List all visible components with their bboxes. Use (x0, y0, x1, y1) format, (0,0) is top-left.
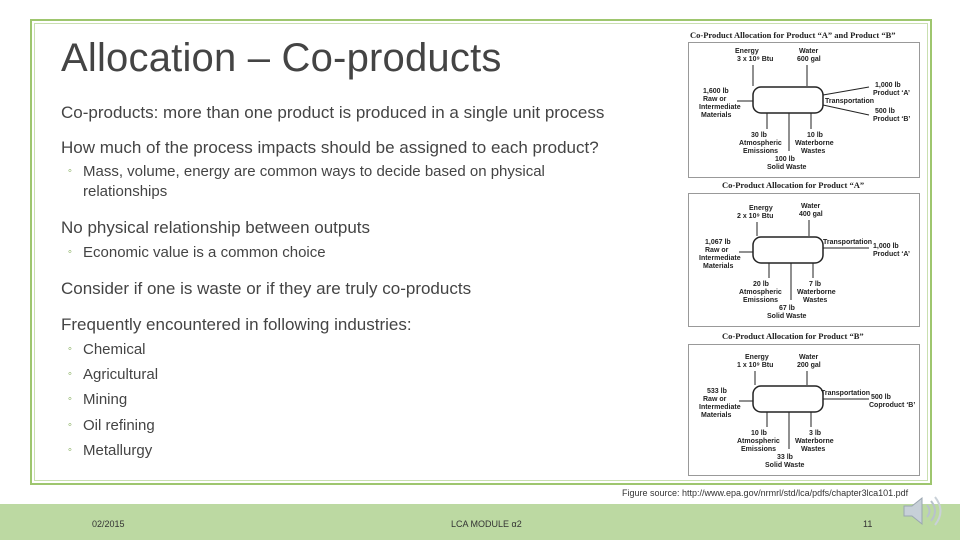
sub-bullet-text: Economic value is a common choice (83, 244, 326, 261)
audio-speaker-icon[interactable] (900, 494, 948, 528)
industry-item (68, 442, 152, 459)
output-line: 500 lb (871, 394, 891, 401)
raw-line: 533 lb (707, 388, 727, 395)
atm-line: Atmospheric (739, 140, 782, 147)
flow-diagram (689, 194, 919, 326)
footer-page-number: 11 (863, 519, 873, 529)
output-line: Product ‘B’ (873, 116, 911, 123)
footer-date: 02/2015 (92, 519, 125, 529)
bullet-marker: ◦ (68, 343, 72, 355)
solid-line: 67 lb (779, 305, 795, 312)
water-label: Water (799, 354, 819, 361)
energy-label: Energy (745, 354, 769, 361)
solid-line: Solid Waste (767, 313, 807, 320)
bullet-marker: ◦ (68, 246, 72, 258)
atm-line: 20 lb (753, 281, 769, 288)
industry-label: Chemical (83, 341, 146, 358)
transport-label: Transportation (825, 98, 875, 105)
raw-line: Intermediate (699, 104, 741, 111)
arrow-product-a (823, 87, 869, 95)
bullet-industries: Frequently encountered in following industries: (61, 315, 412, 334)
solid-line: Solid Waste (765, 462, 805, 469)
industry-item (68, 366, 158, 383)
bullet-marker: ◦ (68, 393, 72, 405)
footer-module: LCA MODULE α2 (451, 519, 522, 529)
output-line: Coproduct ‘B’ (869, 402, 916, 409)
raw-line: Materials (701, 112, 732, 119)
bullet-coproducts: Co-products: more than one product is produced in a single unit process (61, 103, 605, 122)
diagram-coproduct-a (688, 193, 920, 327)
bullet-how-much: How much of the process impacts should be assigned to each product? (61, 138, 599, 157)
water-value: 400 gal (799, 211, 823, 218)
process-box (753, 386, 823, 412)
arrow-product-b (823, 105, 869, 115)
bullet-marker: ◦ (68, 444, 72, 456)
waterborne-line: Waterborne (797, 289, 836, 296)
diagram-coproduct-ab (688, 42, 920, 178)
waterborne-line: Wastes (803, 297, 828, 304)
raw-line: 1,600 lb (703, 88, 729, 95)
diagram-title-b: Co-Product Allocation for Product “B” (722, 331, 864, 341)
solid-line: Solid Waste (767, 164, 807, 171)
bullet-marker: ◦ (68, 419, 72, 431)
solid-line: 33 lb (777, 454, 793, 461)
waterborne-line: 7 lb (809, 281, 822, 288)
bullet-waste-or-coproduct: Consider if one is waste or if they are truly co-products (61, 279, 472, 298)
atm-line: Atmospheric (737, 438, 780, 445)
atm-line: Atmospheric (739, 289, 782, 296)
water-label: Water (799, 48, 819, 55)
waterborne-line: 3 lb (809, 430, 822, 437)
bullet-no-physical: No physical relationship between outputs (61, 218, 371, 237)
raw-line: Materials (703, 263, 734, 270)
industry-item (68, 391, 127, 408)
output-line: 1,000 lb (875, 82, 901, 89)
atm-line: 30 lb (751, 132, 767, 139)
energy-value: 3 x 10⁹ Btu (737, 56, 774, 63)
atm-line: Emissions (743, 148, 779, 155)
diagram-coproduct-b (688, 344, 920, 476)
raw-line: Raw or (705, 247, 729, 254)
waterborne-line: Waterborne (795, 438, 834, 445)
raw-line: Raw or (703, 96, 727, 103)
slide-title: Allocation – Co-products (61, 36, 502, 80)
industry-label: Agricultural (83, 366, 159, 383)
industry-label: Mining (83, 391, 128, 408)
waterborne-line: Wastes (801, 446, 826, 453)
atm-line: Emissions (741, 446, 777, 453)
process-box (753, 87, 823, 113)
solid-line: 100 lb (775, 156, 795, 163)
transport-label: Transportation (821, 390, 871, 397)
diagram-title-a: Co-Product Allocation for Product “A” (722, 180, 865, 190)
flow-diagram (689, 43, 919, 177)
bullet-marker: ◦ (68, 368, 72, 380)
figure-source: Figure source: http://www.epa.gov/nrmrl/std/lca/pdfs/chapter3lca101.pdf (622, 488, 909, 498)
water-value: 600 gal (797, 56, 821, 63)
raw-line: Intermediate (699, 255, 741, 262)
output-line: Product ‘A’ (873, 90, 910, 97)
industry-item (68, 417, 155, 434)
sub-bullet-economic (68, 244, 326, 261)
output-line: 500 lb (875, 108, 895, 115)
atm-line: Emissions (743, 297, 779, 304)
sub-bullet-continuation: relationships (83, 183, 168, 200)
industry-label: Metallurgy (83, 442, 153, 459)
diagram-title-ab: Co-Product Allocation for Product “A” and Product “B” (690, 30, 896, 40)
industry-label: Oil refining (83, 417, 155, 434)
output-line: 1,000 lb (873, 243, 899, 250)
waterborne-line: Waterborne (795, 140, 834, 147)
energy-value: 1 x 10⁹ Btu (737, 362, 774, 369)
energy-value: 2 x 10⁹ Btu (737, 213, 774, 220)
raw-line: Materials (701, 412, 732, 419)
sub-bullet-text: Mass, volume, energy are common ways to decide based on physical (83, 163, 545, 180)
energy-label: Energy (749, 205, 773, 212)
output-line: Product ‘A’ (873, 251, 910, 258)
raw-line: 1,067 lb (705, 239, 731, 246)
energy-label: Energy (735, 48, 759, 55)
sub-bullet-mass-volume (68, 163, 545, 180)
waterborne-line: Wastes (801, 148, 826, 155)
waterborne-line: 10 lb (807, 132, 823, 139)
atm-line: 10 lb (751, 430, 767, 437)
bullet-marker: ◦ (68, 165, 72, 177)
water-label: Water (801, 203, 821, 210)
industry-item (68, 341, 146, 358)
raw-line: Intermediate (699, 404, 741, 411)
raw-line: Raw or (703, 396, 727, 403)
flow-diagram (689, 345, 919, 475)
transport-label: Transportation (823, 239, 873, 246)
process-box (753, 237, 823, 263)
water-value: 200 gal (797, 362, 821, 369)
